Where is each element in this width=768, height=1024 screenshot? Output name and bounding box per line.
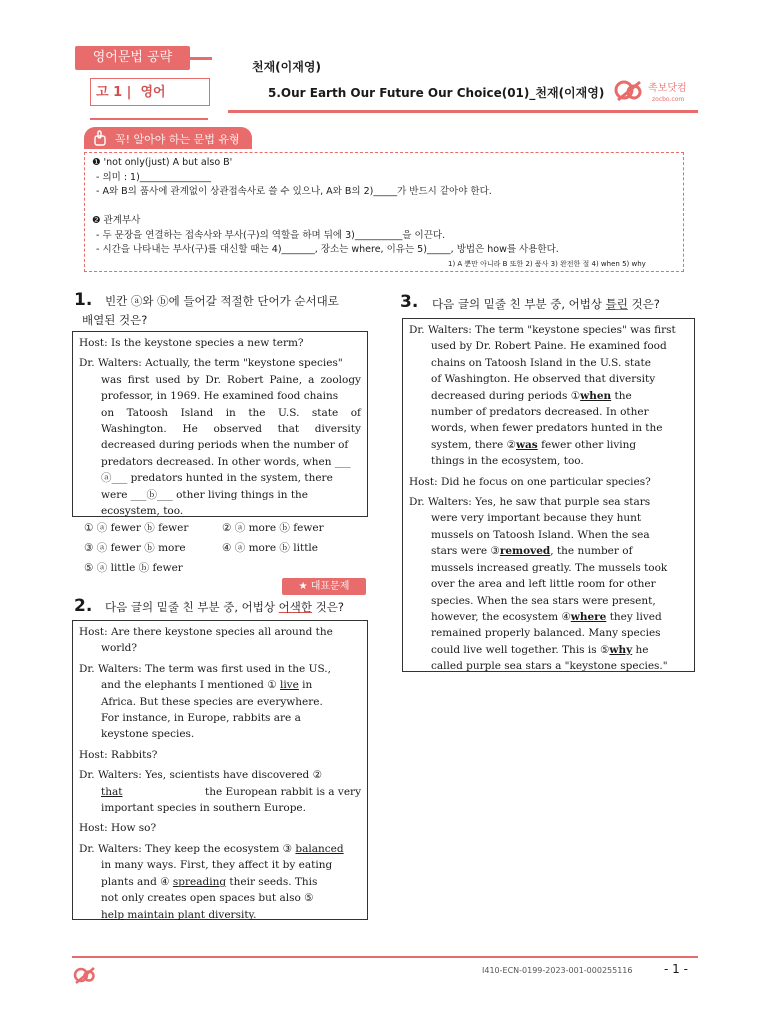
grammar-s1-line2: - A와 B의 품사에 관계없이 상관접속사로 쓸 수 있으나, A와 B의 2)_____가 반드시 같아야 한다. [96, 186, 492, 197]
q1-line4: on Tatoosh Island in the U.S. state of [101, 406, 361, 419]
q2-host2: Host: Rabbits? [79, 748, 158, 761]
q3-choice-1: when [580, 389, 612, 402]
q1-option-1[interactable]: ① ⓐ fewer ⓑ fewer [84, 522, 189, 534]
q1-line2: was first used by Dr. Robert Paine, a zoology [101, 373, 361, 386]
q3-b4: stars were ③removed, the number of [431, 545, 633, 558]
q2-choice-3: balanced [295, 842, 344, 855]
unit-title: 5.Our Earth Our Future Our Choice(01)_천재(이재영) [268, 86, 605, 100]
q2-dr1-a: Dr. Walters: The term was first used in the US., [79, 662, 331, 675]
q2-dr2-b: that the European rabbit is a very [79, 784, 361, 800]
grade-text: 고 1 | [96, 85, 132, 100]
q2-dr2-c: important species in southern Europe. [101, 802, 306, 815]
q1-doctor-line: Dr. Walters: Actually, the term "keystone species" [79, 357, 343, 370]
footer-rule [72, 956, 698, 958]
q2-dr3-c: plants and ④ spreading their seeds. This [101, 875, 318, 888]
q3-b6: over the area and left little room for other [431, 578, 656, 591]
q1-line9: were ___ⓑ___ other living things in the [101, 488, 309, 501]
q1-passage [72, 331, 368, 517]
q3-a1: Dr. Walters: The term "keystone species" was first [409, 324, 676, 336]
q2-dr1-d: For instance, in Europe, rabbits are a [101, 712, 301, 725]
q1-title-line2: 배열된 것은? [82, 313, 148, 327]
q1-line10: ecosystem, too. [101, 505, 184, 518]
q2-dr3-e: help maintain plant diversity. [101, 908, 257, 921]
q3-b3: mussels on Tatoosh Island. When the sea [431, 528, 650, 541]
q1-title-line1: 빈칸 ⓐ와 ⓑ에 들어갈 적절한 단어가 순서대로 [105, 294, 339, 308]
q3-b9: remained properly balanced. Many species [431, 627, 661, 640]
grammar-s2-line1: - 두 문장을 연결하는 접속사와 부사(구)의 역할을 하며 뒤에 3)__________을 이끈다. [96, 230, 446, 241]
q3-host: Host: Did he focus on one particular species? [409, 475, 651, 488]
q3-b1: Dr. Walters: Yes, he saw that purple sea stars [409, 496, 651, 509]
grade-rule [90, 118, 208, 120]
q1-option-3[interactable]: ③ ⓐ fewer ⓑ more [84, 542, 186, 554]
q3-b10: could live well together. This is ⑤why he [431, 643, 649, 656]
q2-dr3-b: in many ways. First, they affect it by eating [101, 859, 333, 872]
q2-host1-b: world? [101, 642, 138, 655]
q3-a5: decreased during periods ①when the [431, 389, 632, 402]
grammar-s2-line2: - 시간을 나타내는 부사(구)를 대신할 때는 4)_______, 장소는 where, 이유는 5)_____, 방법은 how를 사용한다. [96, 244, 559, 255]
grammar-tab-label: 꼭! 알아야 하는 문법 유형 [115, 133, 240, 146]
q2-choice-4: spreading [172, 875, 227, 888]
q3-b5: mussels increased greatly. The mussels took [431, 561, 668, 574]
q2-dr1-e: keystone species. [101, 728, 195, 741]
q3-passage [402, 318, 695, 672]
q3-b2: were very important because they hunt [431, 512, 642, 525]
q1-line7: predators decreased. In other words, when ___ [101, 455, 351, 468]
q3-a6: number of predators decreased. In other [431, 406, 649, 419]
publisher: 천재(이재영) [252, 60, 321, 74]
q2-choice-5: help [101, 908, 125, 921]
q2-dr1-c: Africa. But these species are everywhere. [101, 695, 323, 708]
q1-line6: decreased during periods when the number of [101, 439, 349, 452]
grammar-s2-title: ❷ 관계부사 [92, 215, 141, 226]
subject-text: 영어 [140, 85, 166, 100]
series-tab: 영어문법 공략 [75, 46, 190, 70]
document-code: I410-ECN-0199-2023-001-000255116 [482, 966, 633, 975]
grammar-s1-title: ❶ 'not only(just) A but also B' [92, 157, 233, 168]
q1-line5: Washington. He observed that diversity [101, 423, 361, 436]
q3-choice-5: why [609, 643, 633, 656]
footer-logo-icon [72, 964, 100, 986]
q2-dr3-d: not only creates open spaces but also ⑤ [101, 892, 314, 905]
q3-b8: however, the ecosystem ④where they lived [431, 610, 662, 623]
page-number: - 1 - [664, 962, 688, 976]
q2-choice-2: that [101, 785, 123, 798]
q1-option-4[interactable]: ④ ⓐ more ⓑ little [222, 542, 319, 554]
q2-passage [72, 620, 368, 920]
q2-dr2-a: Dr. Walters: Yes, scientists have discovered ② [79, 769, 323, 782]
q3-title: 다음 글의 밑줄 친 부분 중, 어법상 틀린 것은? [432, 297, 660, 311]
q1-host-line: Host: Is the keystone species a new term? [79, 337, 304, 349]
grammar-s1-line1: - 의미 : 1)_______________ [96, 172, 212, 183]
q3-a8: system, there ②was fewer other living [431, 438, 637, 451]
q2-number: 2. [74, 596, 93, 616]
header-accent-line [190, 57, 212, 60]
q3-choice-4: where [570, 610, 607, 623]
q2-title-keyword: 어색한 [278, 600, 312, 614]
q3-choice-3: removed [499, 545, 551, 558]
q3-a4: of Washington. He observed that diversity [431, 373, 656, 386]
q3-a9: things in the ecosystem, too. [431, 455, 584, 468]
representative-badge: ★ 대표문제 [282, 578, 366, 595]
q3-b7: species. When the sea stars were present, [431, 594, 656, 607]
hand-pointer-icon [92, 130, 108, 146]
q3-a7: words, when fewer predators hunted in the [431, 422, 663, 435]
q1-number: 1. [74, 290, 93, 310]
q2-host1-a: Host: Are there keystone species all around the [79, 626, 333, 638]
q3-a2: used by Dr. Robert Paine. He examined food [431, 340, 667, 353]
q3-b11: called purple sea stars a "keystone species." [431, 660, 668, 673]
q1-line8: ⓐ___ predators hunted in the system, there [101, 472, 333, 485]
q1-option-5[interactable]: ⑤ ⓐ little ⓑ fewer [84, 562, 183, 574]
q3-a3: chains on Tatoosh Island in the U.S. state [431, 356, 651, 369]
q3-title-keyword: 틀린 [605, 297, 628, 311]
q2-dr1-b: and the elephants I mentioned ① live in [101, 679, 313, 692]
q1-line3: professor, in 1969. He examined food chains [101, 390, 339, 403]
grammar-answers: 1) A 뿐만 아니라 B 또한 2) 품사 3) 완전한 절 4) when 5) why [448, 260, 646, 268]
zocbo-logo [612, 74, 707, 108]
q3-number: 3. [400, 292, 419, 312]
logo-sub: zocbo.com [652, 96, 685, 103]
q2-dr3-a: Dr. Walters: They keep the ecosystem ③ balanced [79, 842, 344, 855]
q2-host3: Host: How so? [79, 822, 157, 835]
q3-choice-2: was [515, 438, 538, 451]
q1-option-2[interactable]: ② ⓐ more ⓑ fewer [222, 522, 324, 534]
q2-choice-1: live [279, 679, 299, 692]
header-rule [228, 110, 698, 113]
q2-title: 다음 글의 밑줄 친 부분 중, 어법상 어색한 것은? [105, 600, 344, 614]
grade-label [96, 81, 166, 100]
zocbo-logo-icon [612, 74, 707, 108]
logo-text: 족보닷컴 [648, 83, 687, 94]
